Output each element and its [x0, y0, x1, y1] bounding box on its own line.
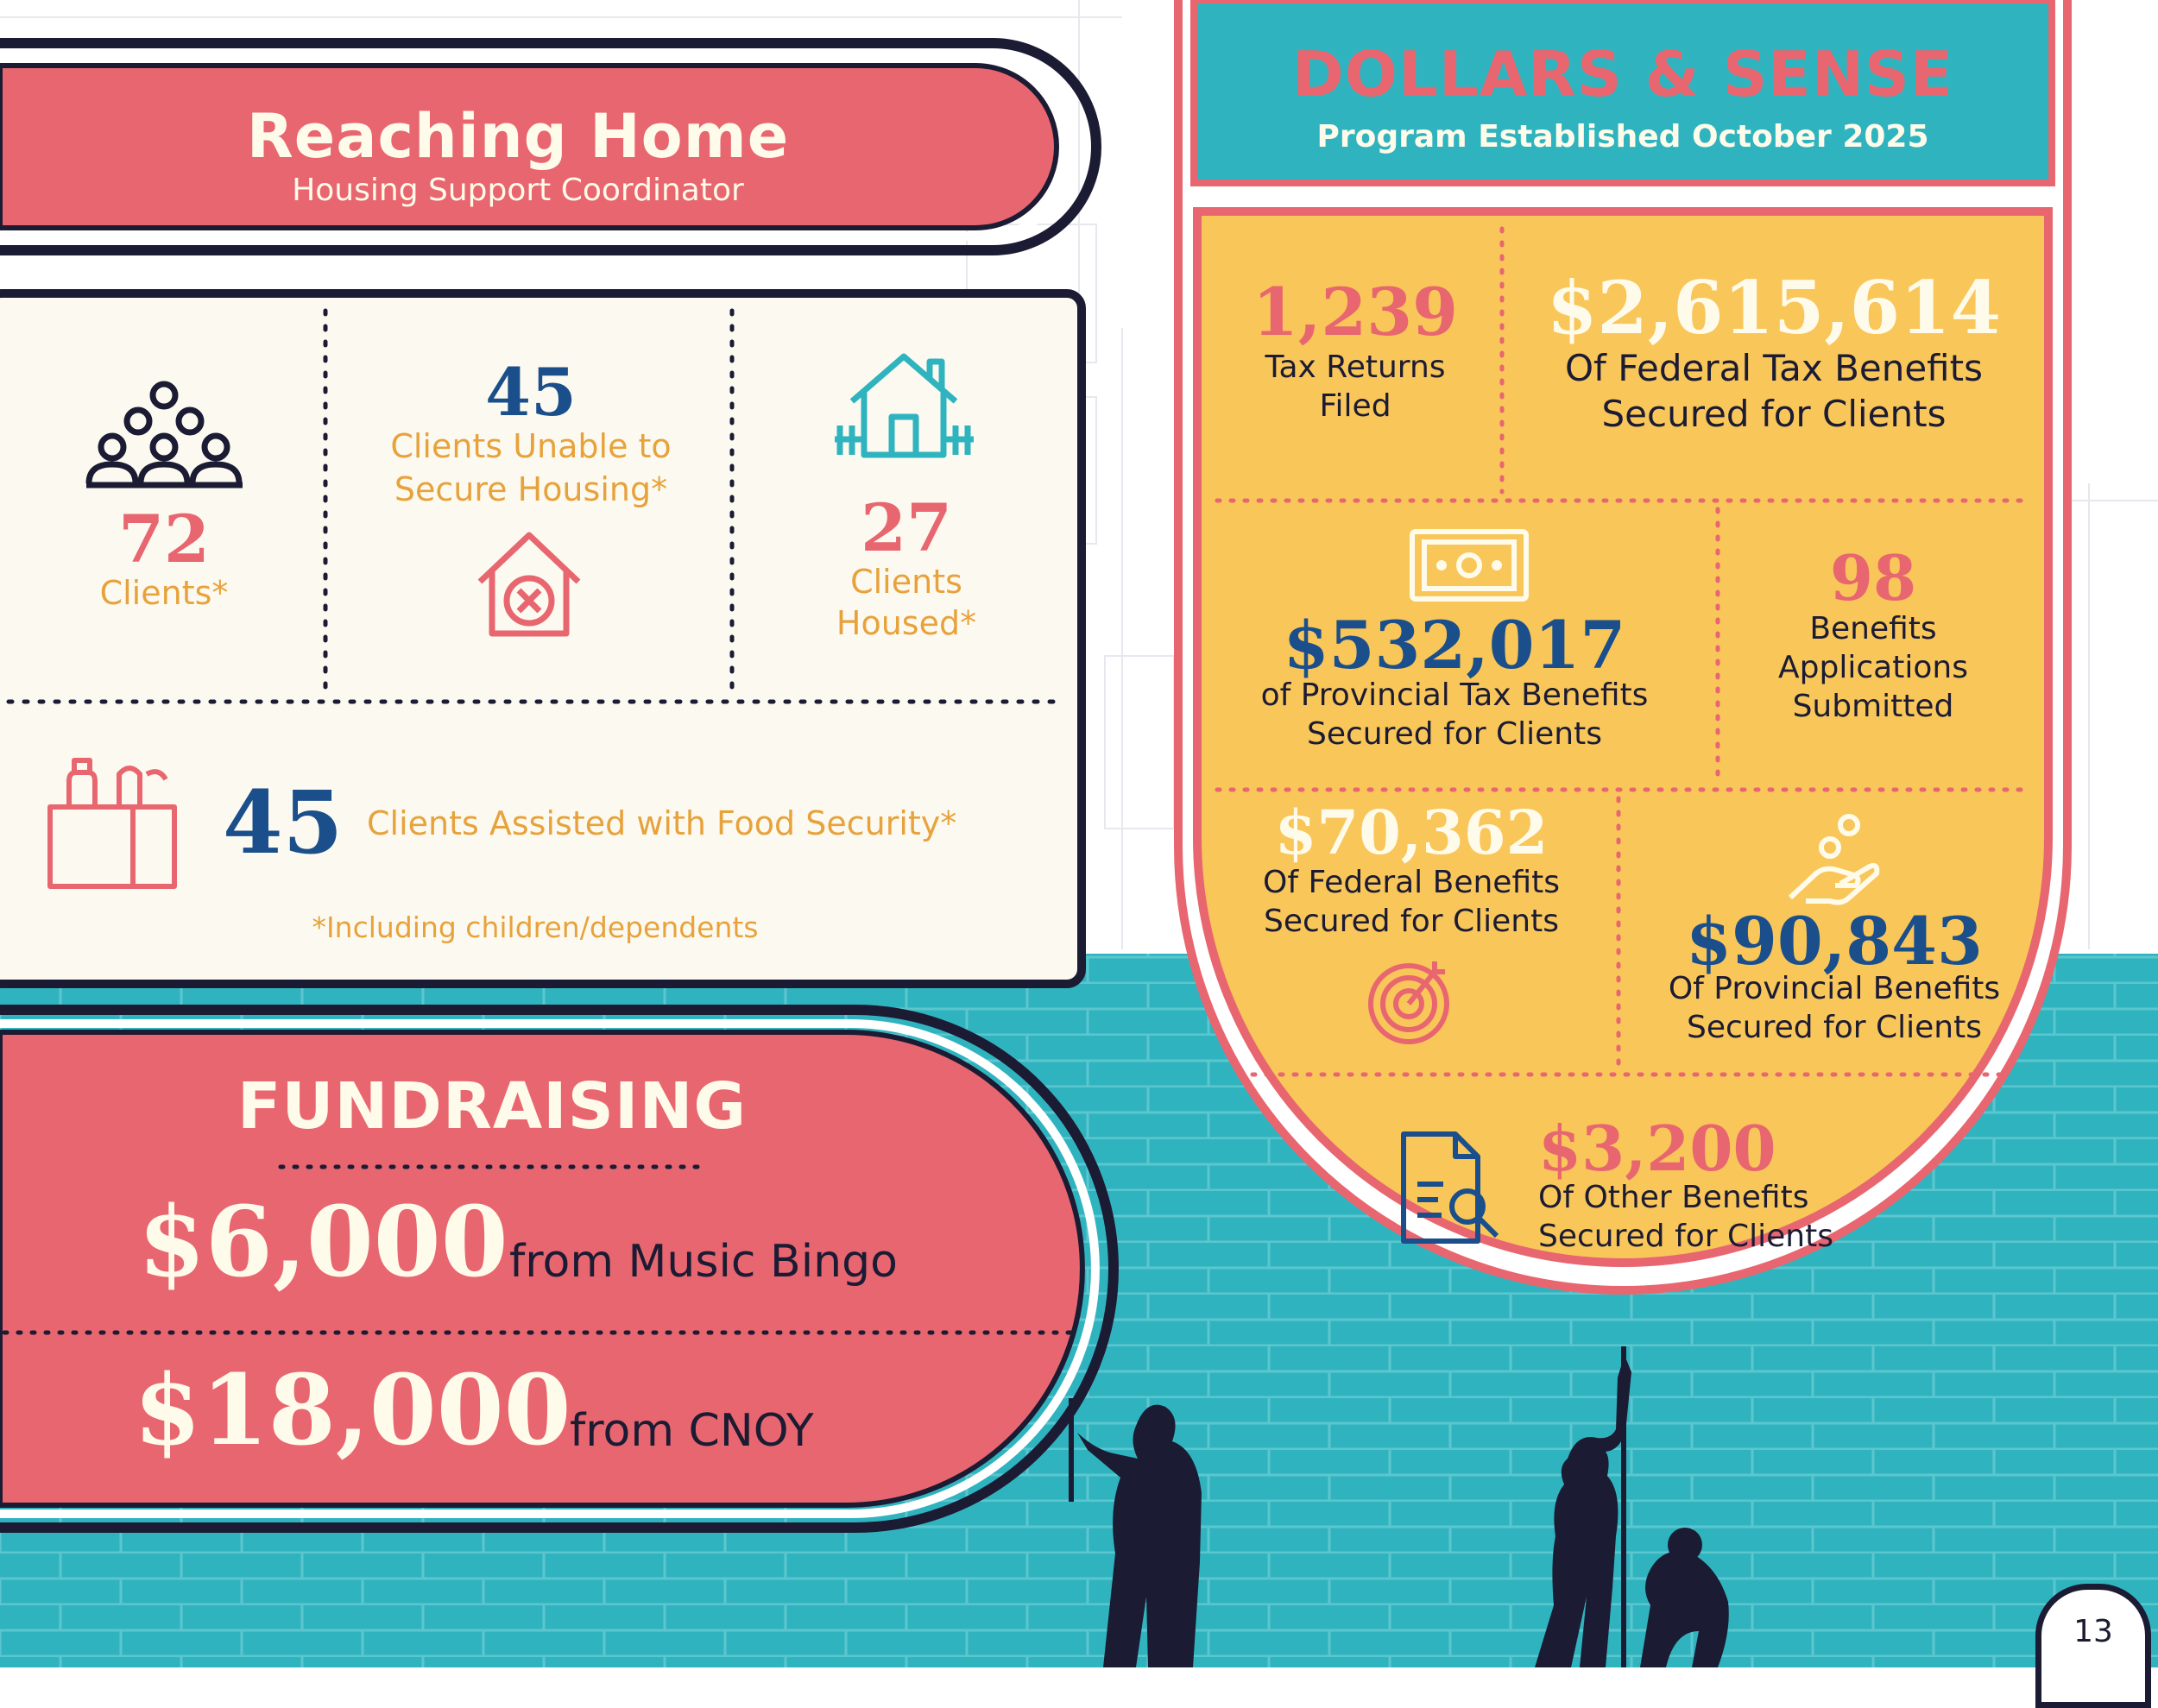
page-number: 13 — [2073, 1614, 2113, 1649]
money-bill-icon — [1409, 528, 1530, 602]
dollars-sense-subtitle: Program Established October 2025 — [1316, 119, 1929, 154]
reaching-home-title: Reaching Home — [246, 101, 790, 172]
workers-silhouette — [1036, 1346, 1770, 1667]
footnote: *Including children/dependents — [312, 911, 759, 944]
housed-label-1: Clients — [850, 563, 962, 601]
document-search-icon — [1398, 1131, 1502, 1247]
federal-benefits-label-2: Secured for Clients — [1264, 904, 1559, 939]
fundraising-title: FUNDRAISING — [237, 1069, 748, 1144]
reaching-home-subtitle: Housing Support Coordinator — [292, 173, 744, 208]
fundraising-source-1: from Music Bingo — [509, 1236, 898, 1288]
dollars-sense-title: DOLLARS & SENSE — [1291, 38, 1953, 110]
provincial-benefits-value: $90,843 — [1686, 903, 1983, 980]
federal-benefits-value: $70,362 — [1274, 797, 1549, 868]
provincial-tax-label-1: of Provincial Tax Benefits — [1260, 678, 1649, 713]
hand-coins-icon — [1787, 811, 1882, 911]
applications-label-1: Benefits — [1809, 611, 1937, 646]
federal-tax-label-2: Secured for Clients — [1601, 393, 1947, 435]
target-icon — [1364, 956, 1454, 1047]
clients-value: 72 — [118, 501, 210, 577]
tax-returns-label-1: Tax Returns — [1265, 350, 1446, 385]
fundraising-amount-2: $18,000 — [134, 1354, 571, 1467]
house-fence-icon — [833, 350, 975, 462]
provincial-tax-value: $532,017 — [1283, 607, 1626, 684]
clients-label: Clients* — [99, 574, 229, 612]
other-benefits-label-1: Of Other Benefits — [1538, 1180, 1809, 1215]
federal-benefits-label-1: Of Federal Benefits — [1262, 865, 1560, 900]
applications-label-2: Applications — [1778, 650, 1968, 685]
unable-value: 45 — [485, 354, 577, 431]
other-benefits-value: $3,200 — [1538, 1112, 1776, 1185]
people-group-icon — [85, 380, 244, 492]
federal-tax-value: $2,615,614 — [1546, 265, 2002, 350]
unable-label-1: Clients Unable to — [390, 427, 672, 465]
provincial-benefits-label-1: Of Provincial Benefits — [1668, 971, 2001, 1006]
federal-tax-label-1: Of Federal Tax Benefits — [1565, 347, 1983, 389]
grocery-bag-icon — [43, 755, 181, 893]
provincial-benefits-label-2: Secured for Clients — [1687, 1010, 1982, 1045]
house-x-icon — [473, 528, 585, 640]
food-value: 45 — [223, 772, 344, 873]
fundraising-amount-1: $6,000 — [138, 1186, 508, 1299]
provincial-tax-label-2: Secured for Clients — [1307, 716, 1602, 752]
housed-label-2: Housed* — [836, 604, 977, 642]
tax-returns-value: 1,239 — [1253, 274, 1458, 350]
other-benefits-label-2: Secured for Clients — [1538, 1219, 1833, 1254]
fundraising-source-2: from CNOY — [570, 1405, 814, 1457]
unable-label-2: Secure Housing* — [394, 470, 668, 508]
food-label: Clients Assisted with Food Security* — [367, 804, 957, 842]
applications-value: 98 — [1829, 541, 1917, 615]
applications-label-3: Submitted — [1792, 689, 1954, 724]
housed-value: 27 — [861, 489, 952, 566]
tax-returns-label-2: Filed — [1319, 388, 1391, 424]
